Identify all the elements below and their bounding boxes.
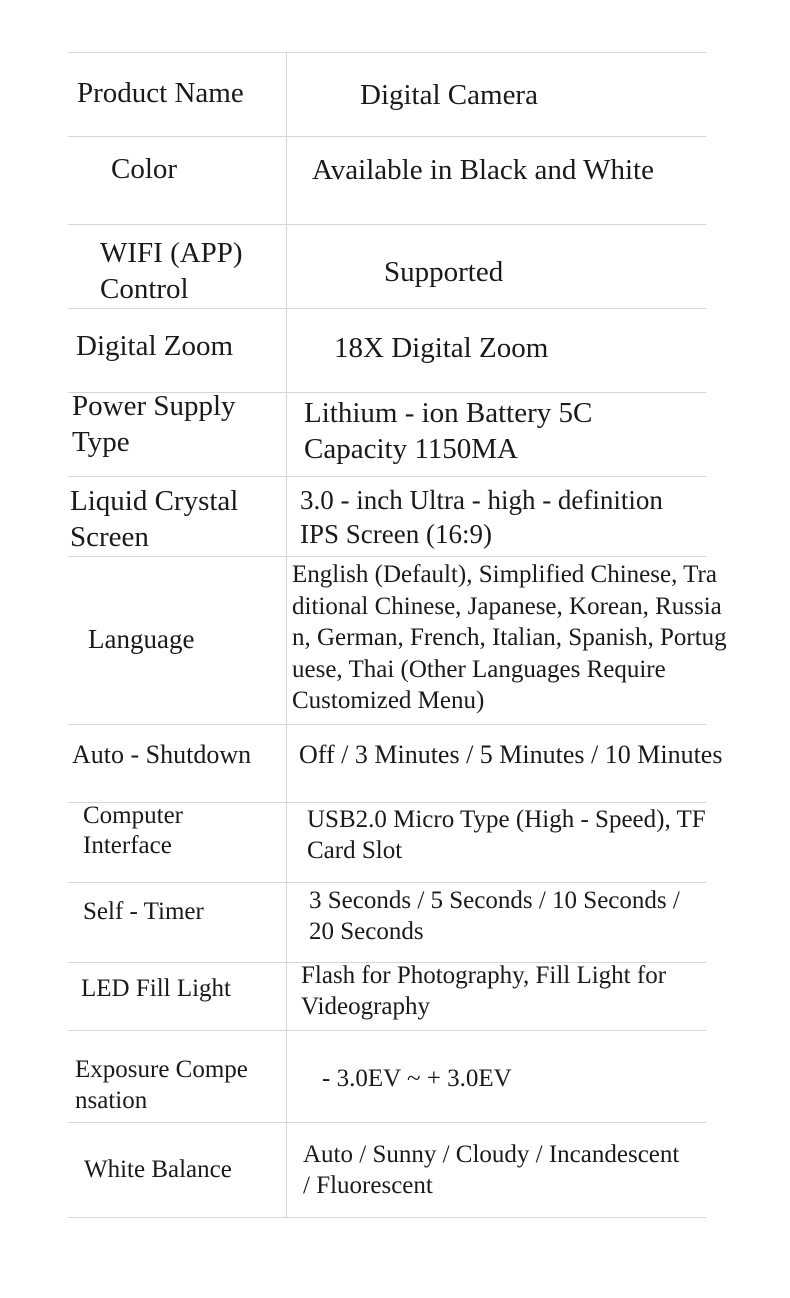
spec-label: White Balance bbox=[84, 1156, 232, 1183]
row-divider bbox=[68, 224, 706, 225]
spec-value: Auto / Sunny / Cloudy / Incandescent / Fluorescent bbox=[303, 1141, 680, 1199]
column-divider bbox=[286, 52, 287, 1218]
spec-label: LED Fill Light bbox=[81, 975, 231, 1002]
spec-value: Supported bbox=[384, 256, 504, 288]
spec-label: Liquid Crystal Screen bbox=[70, 485, 239, 553]
spec-value: 3 Seconds / 5 Seconds / 10 Seconds / 20 Seconds bbox=[309, 887, 680, 945]
row-divider bbox=[68, 308, 706, 309]
row-divider bbox=[68, 52, 706, 53]
spec-label: Color bbox=[111, 153, 178, 185]
spec-label: Language bbox=[88, 624, 195, 654]
row-divider bbox=[68, 1217, 706, 1218]
spec-value: Flash for Photography, Fill Light for Videography bbox=[301, 962, 667, 1020]
spec-label: Power Supply Type bbox=[72, 390, 236, 458]
spec-label: Self - Timer bbox=[83, 898, 204, 925]
spec-value: Off / 3 Minutes / 5 Minutes / 10 Minutes bbox=[299, 740, 723, 769]
spec-label: Product Name bbox=[77, 77, 244, 109]
spec-value: Lithium - ion Battery 5C Capacity 1150MA bbox=[304, 397, 593, 465]
row-divider bbox=[68, 136, 706, 137]
row-divider bbox=[68, 724, 706, 725]
row-divider bbox=[68, 556, 706, 557]
spec-label: Exposure Compe nsation bbox=[75, 1056, 248, 1114]
spec-value: English (Default), Simplified Chinese, Tra ditional Chinese, Japanese, Korean, Russia n, German, French, Italian, Spanish, Portug uese, Thai (Other Languages Require Customized Menu) bbox=[292, 561, 727, 714]
row-divider bbox=[68, 1030, 706, 1031]
spec-label: WIFI (APP) Control bbox=[100, 237, 243, 305]
row-divider bbox=[68, 1122, 706, 1123]
row-divider bbox=[68, 476, 706, 477]
spec-value: - 3.0EV ~ + 3.0EV bbox=[322, 1065, 512, 1092]
spec-label: Digital Zoom bbox=[76, 330, 234, 362]
spec-value: 3.0 - inch Ultra - high - definition IPS Screen (16:9) bbox=[300, 485, 663, 549]
spec-label: Auto - Shutdown bbox=[72, 740, 252, 769]
spec-value: USB2.0 Micro Type (High - Speed), TF Card Slot bbox=[307, 806, 706, 864]
row-divider bbox=[68, 882, 706, 883]
spec-value: Digital Camera bbox=[360, 79, 538, 111]
spec-label: Computer Interface bbox=[83, 802, 183, 859]
spec-value: Available in Black and White bbox=[312, 154, 654, 186]
spec-value: 18X Digital Zoom bbox=[334, 332, 549, 364]
